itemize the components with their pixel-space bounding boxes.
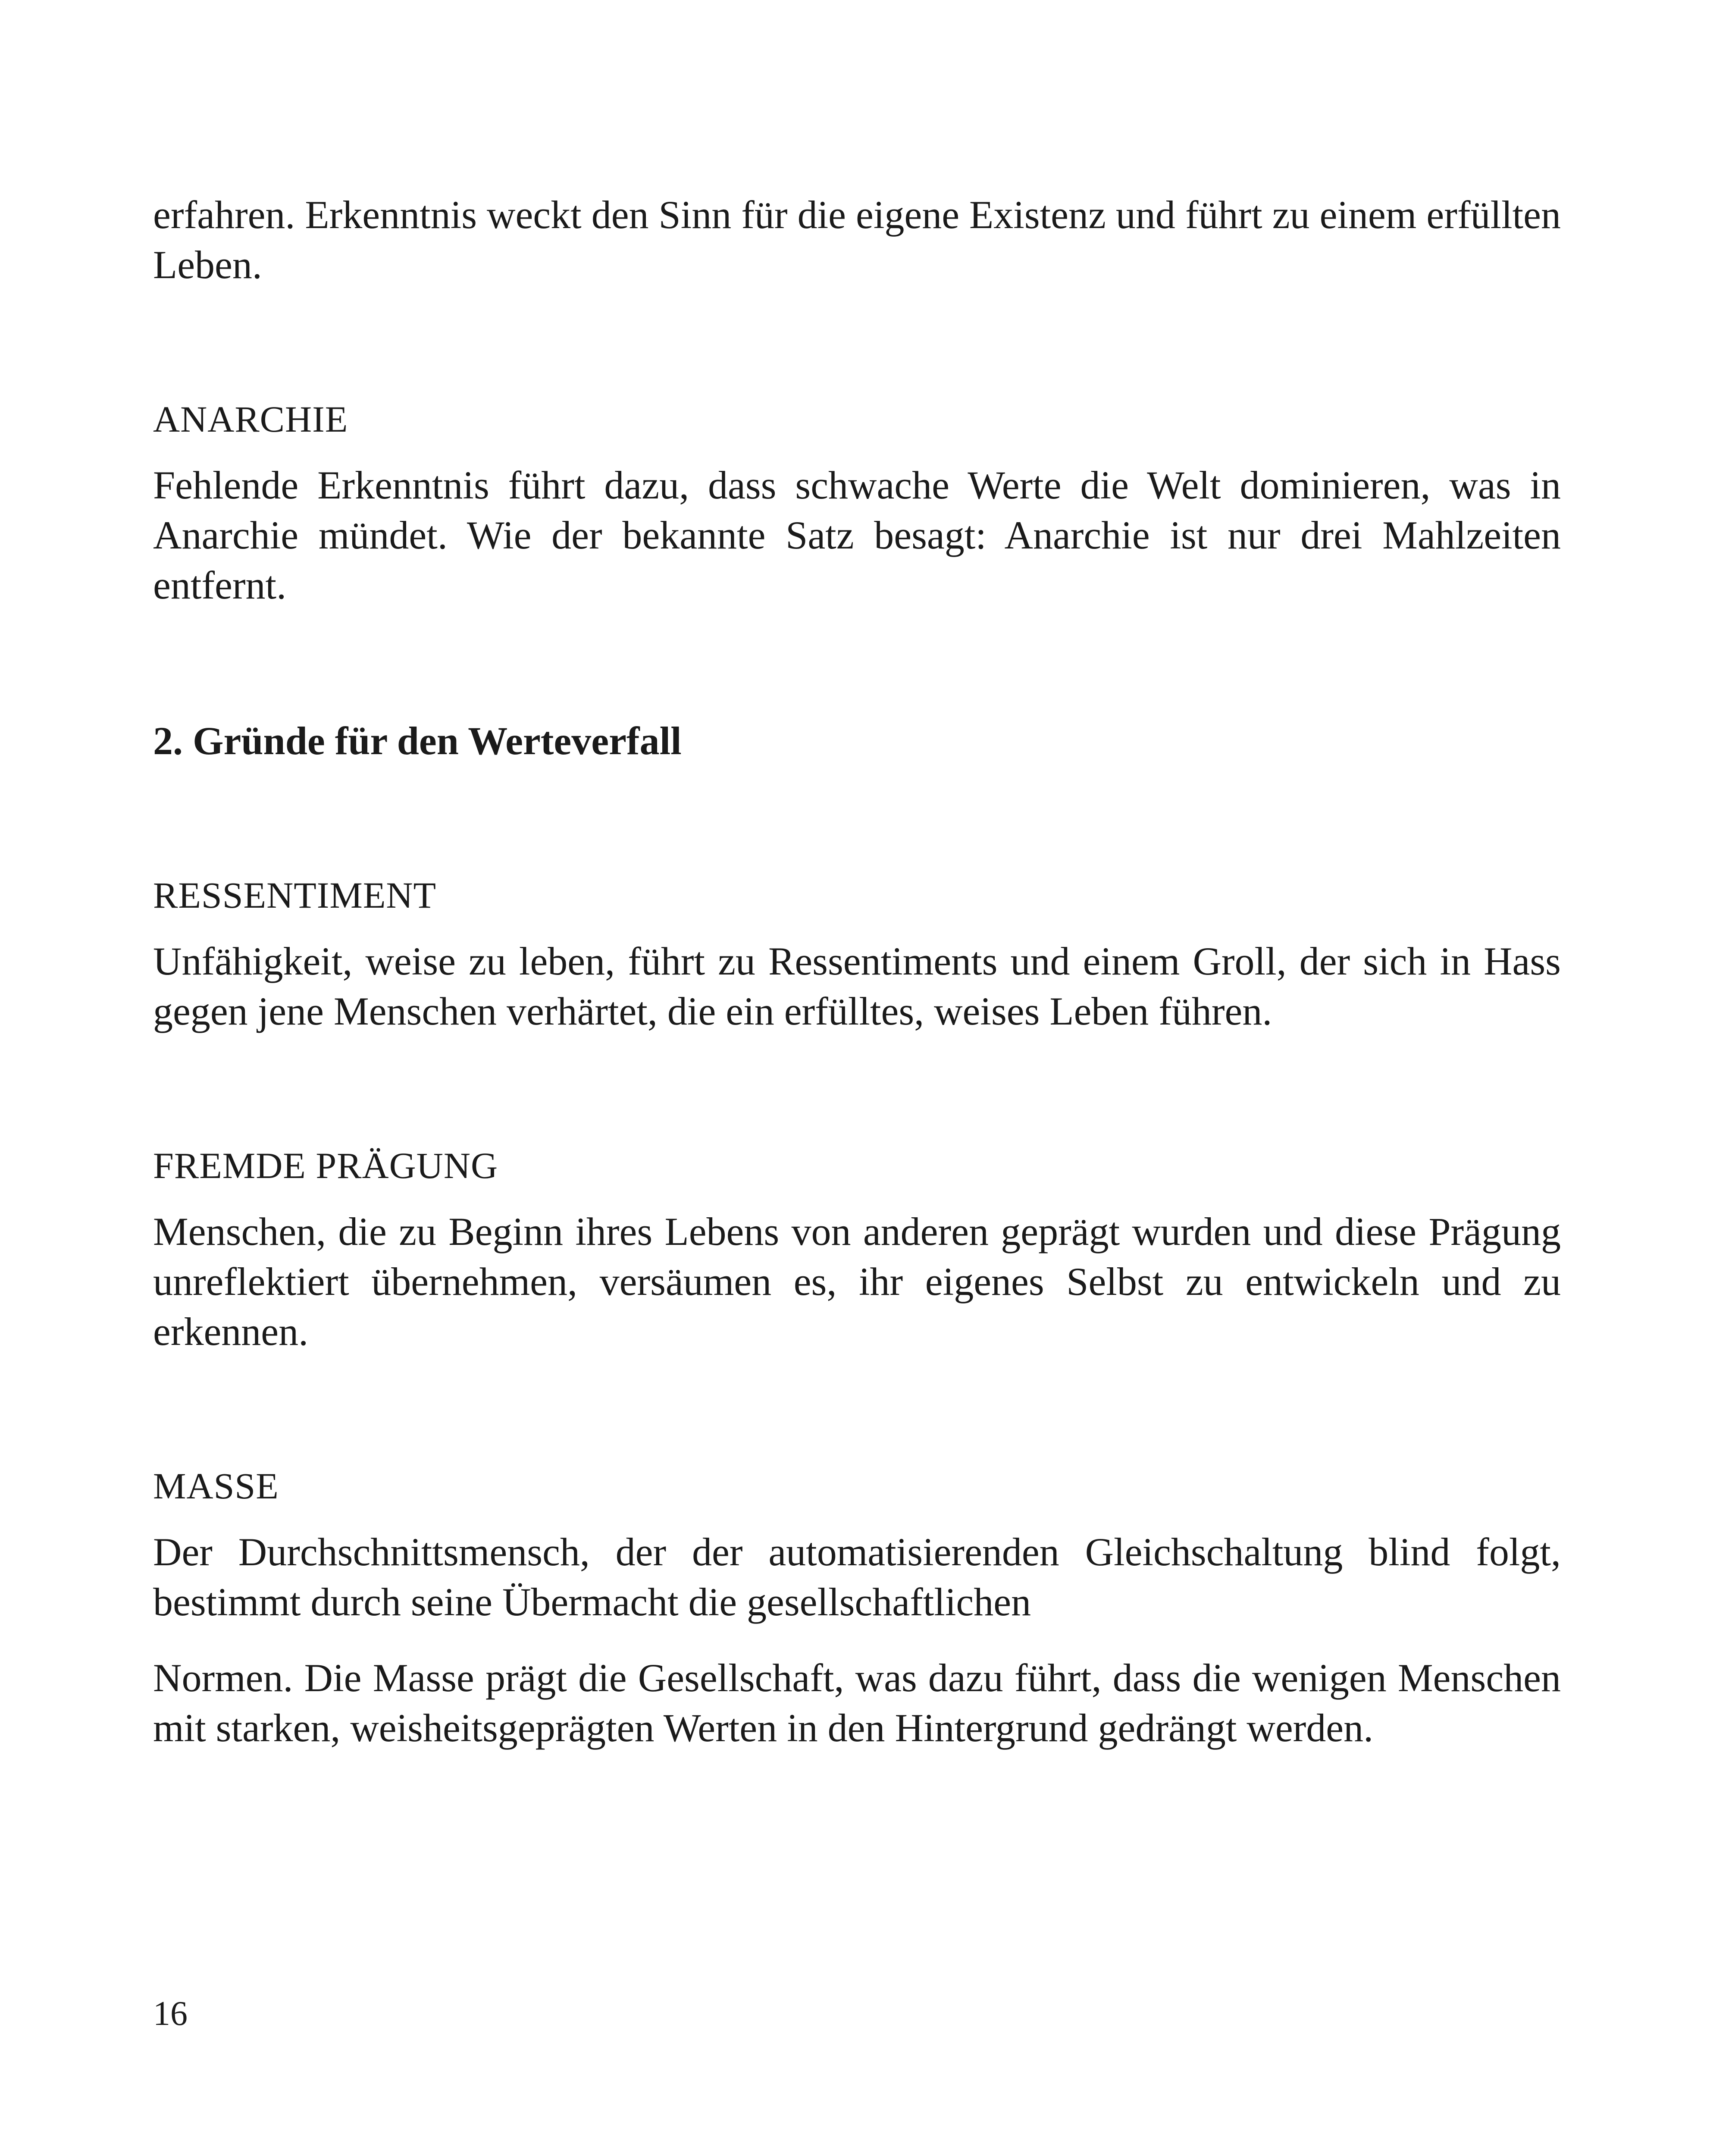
ressentiment-paragraph: Unfähigkeit, weise zu leben, führt zu Ressentiments und einem Groll, der sich in Hass gegen jene Menschen verhärtet, die ein erfülltes, weises Leben führen. — [153, 939, 1561, 1033]
spacer — [153, 290, 1561, 395]
spacer — [153, 1189, 1561, 1206]
intro-paragraph: erfahren. Erkenntnis weckt den Sinn für die eigene Existenz und führt zu einem erfüllten Leben. — [153, 193, 1561, 287]
section-title: 2. Gründe für den Werteverfall — [153, 719, 682, 763]
page-content — [153, 190, 1561, 1753]
spacer — [153, 1036, 1561, 1142]
spacer — [153, 1510, 1561, 1527]
masse-paragraph-1: Der Durchschnittsmensch, der der automatisierenden Gleichschaltung blind folgt, bestimmt durch seine Übermacht die gesellschaftlichen — [153, 1530, 1561, 1624]
spacer — [153, 610, 1561, 716]
spacer — [153, 919, 1561, 936]
fremde-praegung-paragraph: Menschen, die zu Beginn ihres Lebens von anderen geprägt wurden und diese Prägung unreflektiert übernehmen, versäumen es, ihr eigenes Selbst zu entwickeln und zu erkennen. — [153, 1210, 1561, 1354]
masse-paragraph-2: Normen. Die Masse prägt die Gesellschaft, was dazu führt, dass die wenigen Menschen mit starken, weisheitsgeprägten Werten in den Hintergrund gedrängt werden. — [153, 1656, 1561, 1750]
anarchie-paragraph: Fehlende Erkenntnis führt dazu, dass schwache Werte die Welt dominieren, was in Anarchie mündet. Wie der bekannte Satz besagt: Anarchie ist nur drei Mahlzeiten entfernt. — [153, 463, 1561, 607]
spacer — [153, 1627, 1561, 1653]
fremde-praegung-heading: FREMDE PRÄGUNG — [153, 1145, 498, 1186]
anarchie-heading: ANARCHIE — [153, 398, 348, 440]
ressentiment-heading: RESSENTIMENT — [153, 874, 436, 916]
masse-heading: MASSE — [153, 1465, 279, 1507]
spacer — [153, 766, 1561, 871]
page-number: 16 — [153, 1995, 188, 2033]
spacer — [153, 1357, 1561, 1462]
spacer — [153, 443, 1561, 460]
